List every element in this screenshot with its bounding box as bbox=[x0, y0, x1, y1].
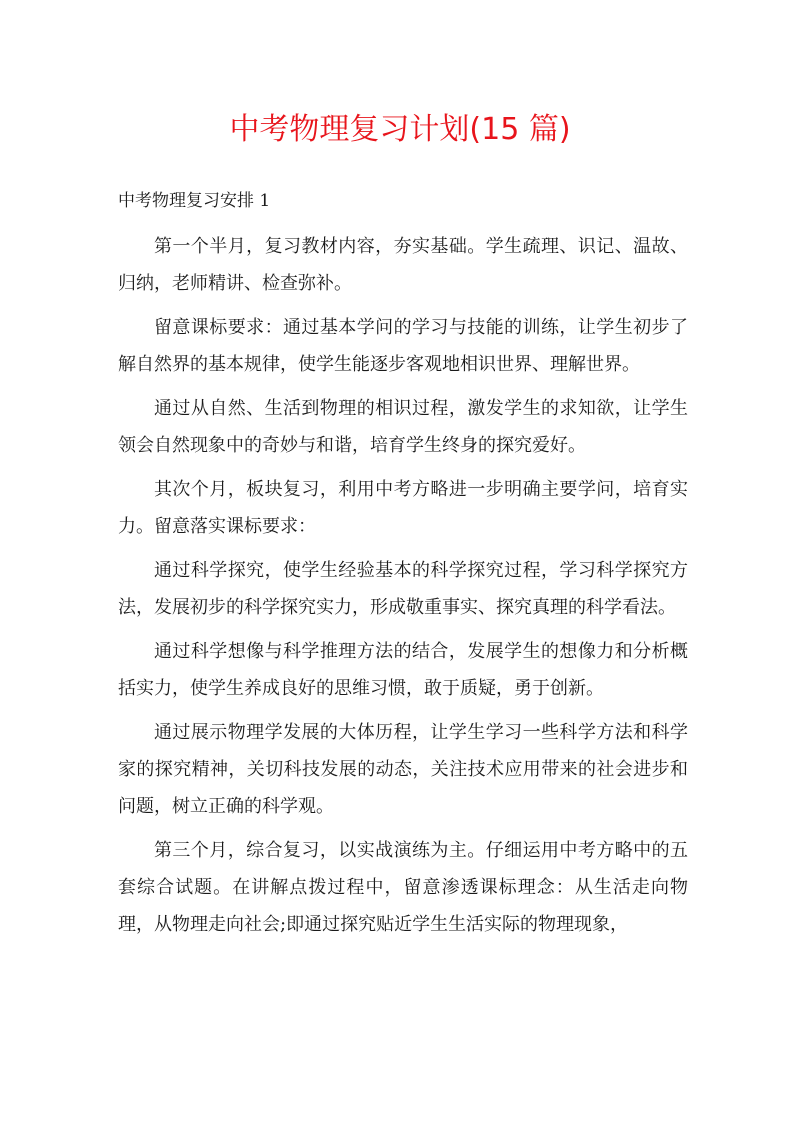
paragraph: 通过从自然、生活到物理的相识过程，激发学生的求知欲，让学生领会自然现象中的奇妙与和谐，培育学生终身的探究爱好。 bbox=[118, 398, 688, 456]
section-heading: 中考物理复习安排 1 bbox=[118, 191, 271, 211]
paragraph: 其次个月，板块复习，利用中考方略进一步明确主要学问，培育实力。留意落实课标要求： bbox=[118, 479, 688, 537]
document-body bbox=[118, 228, 688, 950]
paragraph: 留意课标要求：通过基本学问的学习与技能的训练，让学生初步了解自然界的基本规律，使学生能逐步客观地相识世界、理解世界。 bbox=[118, 317, 688, 375]
paragraph: 通过科学探究，使学生经验基本的科学探究过程，学习科学探究方法，发展初步的科学探究实力，形成敬重事实、探究真理的科学看法。 bbox=[118, 560, 688, 618]
paragraph: 第三个月，综合复习，以实战演练为主。仔细运用中考方略中的五套综合试题。在讲解点拨过程中，留意渗透课标理念：从生活走向物理，从物理走向社会;即通过探究贴近学生生活实际的物理现象， bbox=[118, 840, 688, 935]
paragraph: 第一个半月，复习教材内容，夯实基础。学生疏理、识记、温故、归纳，老师精讲、检查弥补。 bbox=[118, 236, 688, 294]
document-title: 中考物理复习计划(15 篇) bbox=[229, 112, 571, 147]
paragraph: 通过科学想像与科学推理方法的结合，发展学生的想像力和分析概括实力，使学生养成良好的思维习惯，敢于质疑，勇于创新。 bbox=[118, 641, 688, 699]
paragraph: 通过展示物理学发展的大体历程，让学生学习一些科学方法和科学家的探究精神，关切科技发展的动态，关注技术应用带来的社会进步和问题，树立正确的科学观。 bbox=[118, 722, 688, 817]
